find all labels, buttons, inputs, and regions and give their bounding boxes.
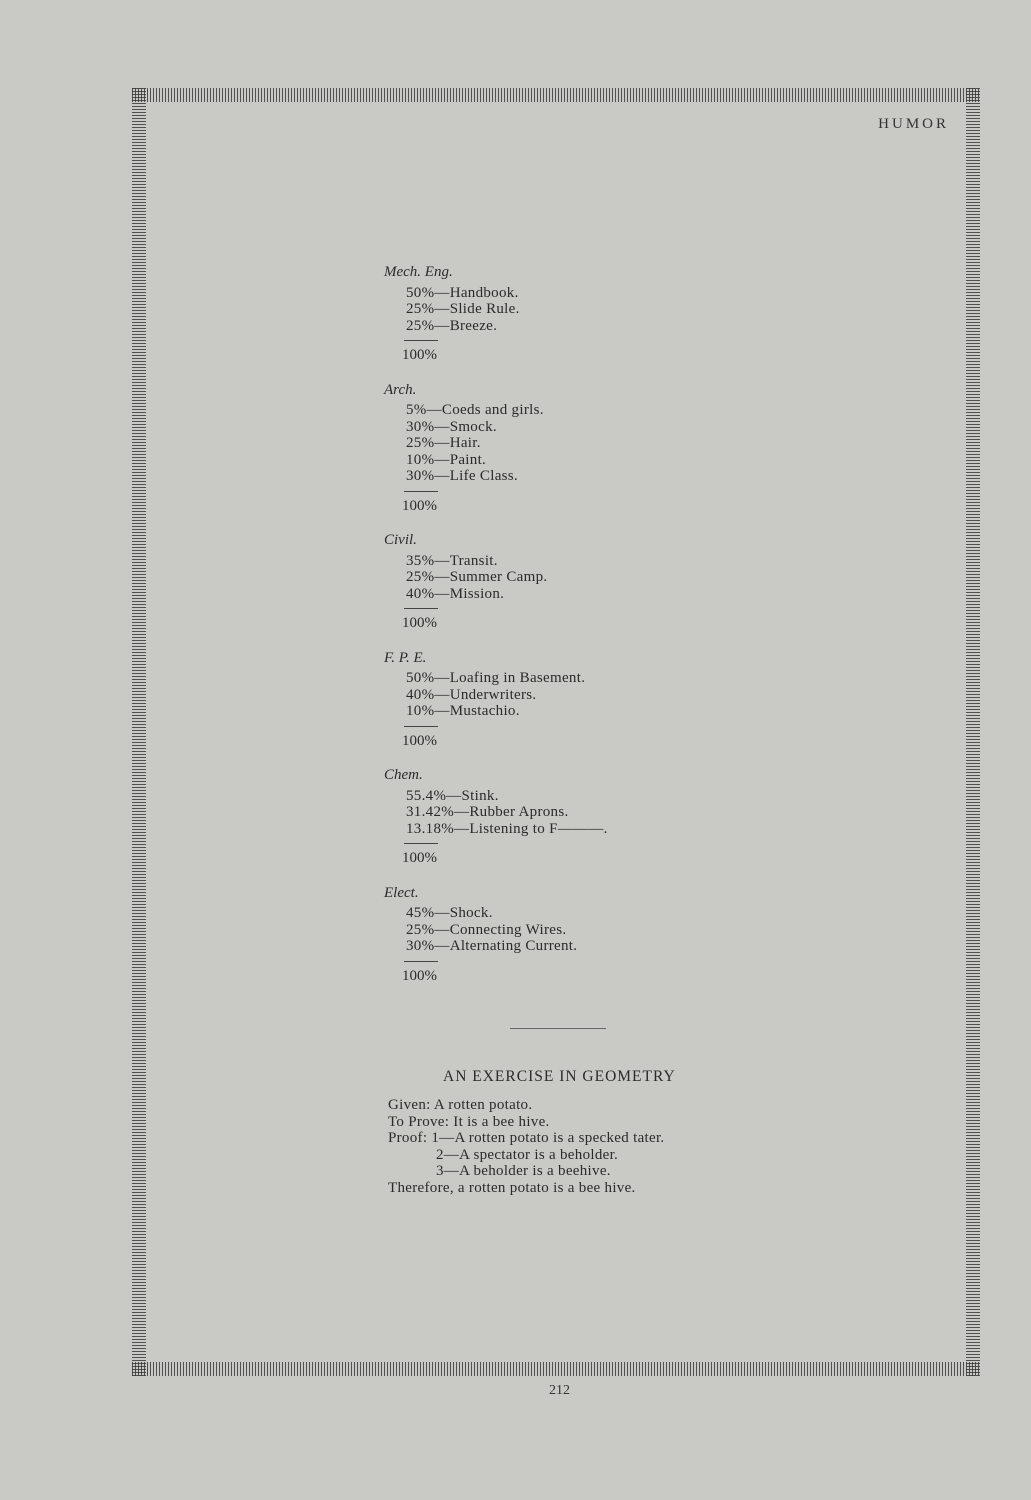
- border-left: [132, 88, 146, 1376]
- item-list: [384, 670, 804, 720]
- list-item: 50%—Handbook.: [406, 284, 519, 301]
- geometry-exercise: [388, 1097, 664, 1196]
- list-item: 31.42%—Rubber Aprons.: [406, 804, 569, 820]
- dept-heading: F. P. E.: [384, 649, 427, 666]
- section-divider: [510, 1028, 606, 1029]
- list-item: 10%—Mustachio.: [406, 703, 520, 719]
- list-item: 25%—Summer Camp.: [406, 569, 548, 585]
- item-list: [384, 788, 804, 838]
- proof-step-2: 2—A spectator is a beholder.: [436, 1146, 619, 1163]
- section-elect: [384, 885, 804, 985]
- list-item: 5%—Coeds and girls.: [406, 402, 544, 418]
- item-list: [384, 285, 804, 335]
- border-top: [132, 88, 980, 102]
- sum-rule: [404, 340, 438, 341]
- to-prove-line: To Prove: It is a bee hive.: [388, 1113, 550, 1130]
- total: 100%: [402, 347, 437, 363]
- section-mech-eng: [384, 264, 804, 364]
- list-item: 10%—Paint.: [406, 451, 487, 468]
- sum-rule: [404, 961, 438, 962]
- proof-step-3: 3—A beholder is a beehive.: [436, 1163, 611, 1179]
- sum-rule: [404, 843, 438, 844]
- item-list: [384, 905, 804, 955]
- given-line: Given: A rotten potato.: [388, 1097, 533, 1113]
- geometry-title: AN EXERCISE IN GEOMETRY: [443, 1068, 676, 1085]
- sum-rule: [404, 608, 438, 609]
- dept-heading: Civil.: [384, 532, 417, 548]
- item-list: [384, 402, 804, 485]
- department-breakdowns: [384, 264, 804, 1002]
- list-item: 25%—Breeze.: [406, 317, 498, 334]
- total: 100%: [402, 850, 437, 866]
- page-number: 212: [549, 1383, 570, 1398]
- section-arch: [384, 382, 804, 515]
- list-item: 40%—Mission.: [406, 585, 505, 602]
- conclusion-line: Therefore, a rotten potato is a bee hive.: [388, 1179, 636, 1196]
- list-item: 25%—Connecting Wires.: [406, 921, 567, 938]
- running-head: HUMOR: [878, 116, 949, 132]
- sum-rule: [404, 726, 438, 727]
- list-item: 30%—Smock.: [406, 418, 497, 435]
- section-fpe: [384, 650, 804, 750]
- dept-heading: Arch.: [384, 381, 417, 398]
- list-item: 55.4%—Stink.: [406, 787, 499, 804]
- section-civil: [384, 532, 804, 632]
- list-item: 30%—Alternating Current.: [406, 938, 578, 954]
- list-item: 40%—Underwriters.: [406, 686, 537, 703]
- sum-rule: [404, 491, 438, 492]
- border-bottom: [132, 1362, 980, 1376]
- list-item: 35%—Transit.: [406, 552, 498, 569]
- list-item: 50%—Loafing in Basement.: [406, 670, 586, 686]
- border-right: [966, 88, 980, 1376]
- item-list: [384, 553, 804, 603]
- total: 100%: [402, 615, 437, 631]
- list-item: 13.18%—Listening to F———.: [406, 820, 608, 837]
- list-item: 30%—Life Class.: [406, 468, 518, 484]
- section-chem: [384, 767, 804, 867]
- list-item: 25%—Hair.: [406, 435, 481, 451]
- dept-heading: Chem.: [384, 767, 423, 783]
- total: 100%: [402, 497, 437, 514]
- dept-heading: Elect.: [384, 884, 419, 901]
- total: 100%: [402, 967, 437, 984]
- proof-step-1: Proof: 1—A rotten potato is a specked tater.: [388, 1130, 665, 1146]
- total: 100%: [402, 732, 437, 749]
- dept-heading: Mech. Eng.: [384, 264, 453, 280]
- list-item: 45%—Shock.: [406, 905, 493, 921]
- list-item: 25%—Slide Rule.: [406, 301, 520, 317]
